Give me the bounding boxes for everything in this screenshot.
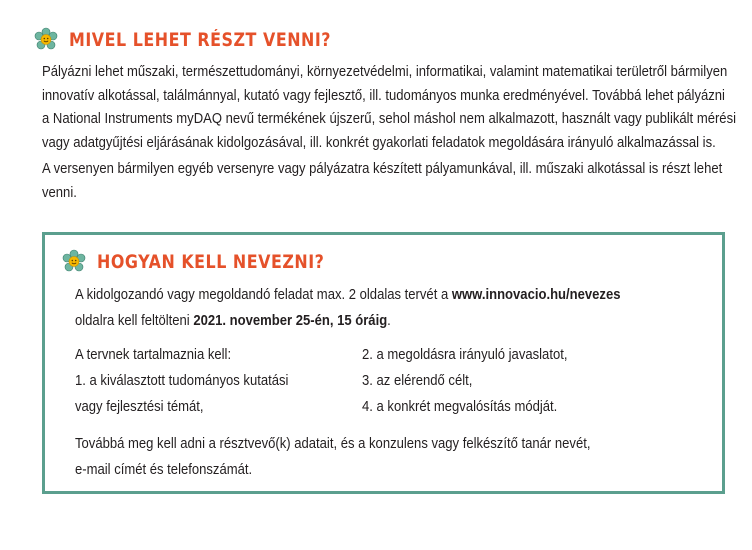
- paragraph-line: vagy adatgyűjtési eljárásának kidolgozásával, ill. konkrét gyakorlati feladatok megoldására irányuló alkalmazással is.: [42, 133, 716, 151]
- section2-header: [61, 249, 361, 275]
- intro-text: .: [387, 312, 391, 329]
- intro-text: A kidolgozandó vagy megoldandó feladat max. 2 oldalas tervét a: [75, 286, 452, 303]
- intro-text: oldalra kell feltölteni: [75, 312, 194, 329]
- plan-item: 4. a konkrét megvalósítás módját.: [362, 398, 558, 415]
- plan-item: vagy fejlesztési témát,: [75, 398, 204, 415]
- outro-line: Továbbá meg kell adni a résztvevő(k) adatait, és a konzulens vagy felkészítő tanár nevét,: [75, 435, 591, 452]
- section1-heading: MIVEL LEHET RÉSZT VENNI?: [69, 29, 332, 51]
- paragraph-line: A versenyen bármilyen egyéb versenyre vagy pályázatra készített pályamunkával, ill. műszaki alkotással is részt lehet: [42, 160, 723, 177]
- paragraph-line: innovatív alkotással, találmánnyal, kutató vagy fejlesztő, ill. tudományos munka eredményével. Továbbá lehet pályázni: [42, 86, 725, 104]
- plan-label: A tervnek tartalmaznia kell:: [75, 346, 232, 363]
- plan-item: 2. a megoldásra irányuló javaslatot,: [362, 346, 568, 363]
- intro-line-1: [75, 282, 620, 308]
- registration-outro: [75, 431, 590, 483]
- plan-item: 1. a kiválasztott tudományos kutatási: [75, 372, 289, 389]
- paragraph-line: Pályázni lehet műszaki, természettudományi, környezetvédelmi, informatikai, valamint matematikai területről bármilyen: [42, 63, 728, 80]
- how-to-apply-box: [42, 232, 725, 494]
- section1-header: [33, 27, 374, 53]
- intro-line-2: [75, 308, 620, 334]
- flower-icon: [33, 27, 59, 53]
- plan-item: 3. az elérendő célt,: [362, 372, 473, 389]
- paragraph-line: a National Instruments myDAQ nevű termékének újszerű, sehol máshol nem alkalmazott, használt vagy publikált mérési: [42, 110, 737, 127]
- paragraph-line: venni.: [42, 183, 77, 201]
- section1-paragraph: [42, 60, 736, 204]
- registration-intro: [75, 282, 620, 334]
- registration-url: www.innovacio.hu/nevezes: [451, 286, 621, 303]
- plan-requirements-left: [75, 342, 288, 420]
- plan-requirements-right: [362, 342, 567, 420]
- registration-deadline: 2021. november 25-én, 15 óráig: [193, 312, 388, 329]
- section2-heading: HOGYAN KELL NEVEZNI?: [97, 251, 325, 273]
- outro-line: e-mail címét és telefonszámát.: [75, 461, 253, 478]
- flower-icon: [61, 249, 87, 275]
